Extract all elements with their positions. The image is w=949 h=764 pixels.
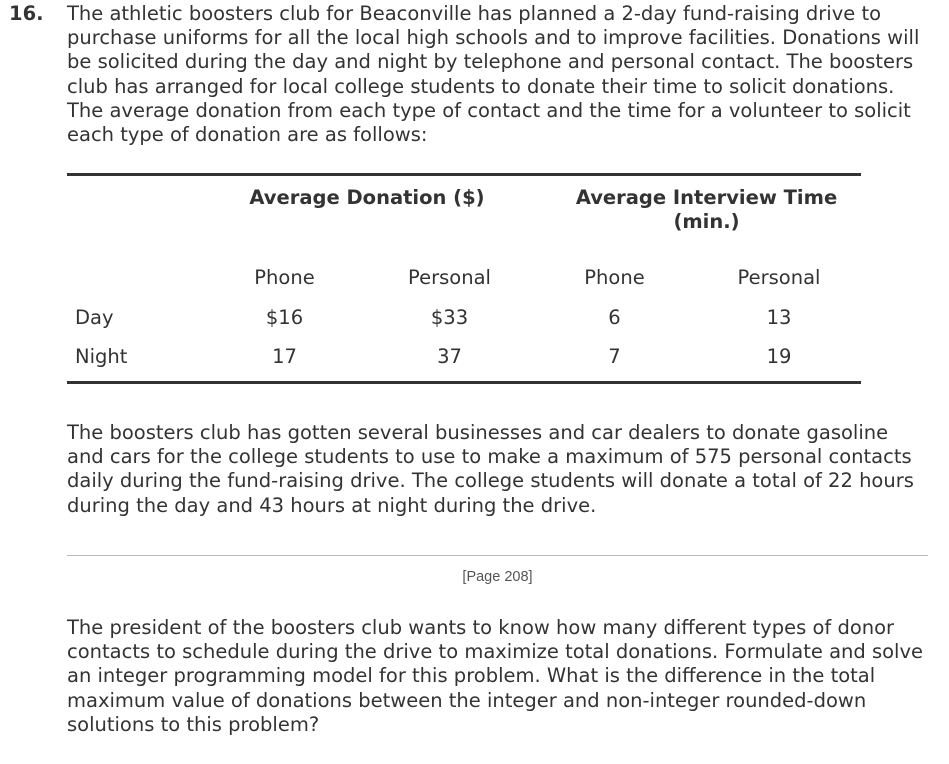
question-text: The president of the boosters club wants to know how many different types of donor contacts to schedule during the drive to maximize total donations. Formulate and solve an integer programming model for this problem. What is the difference in the total maximum value of donations between the integer and non-integer rounded-down solutions to this problem? [67,616,924,736]
problem-intro-text: The athletic boosters club for Beaconville has planned a 2-day fund-raising drive to purchase uniforms for all the local high schools and to improve facilities. Donations will be solicited during the day and night by telephone and personal contact. The boosters club has arranged for local college students to donate their time to solicit donations. The average donation from each type of contact and the time for a volunteer to solicit each type of donation are as follows: [67,2,920,147]
header-average-donation: Average Donation ($) [249,186,485,209]
table-cell: 13 [766,306,792,329]
table-cell: 19 [766,345,792,368]
subheader-time-personal: Personal [737,265,821,289]
table-row [67,298,861,337]
table-cell: $16 [265,306,304,329]
table-cell: 37 [437,345,462,368]
table-cell: $33 [430,306,469,329]
table-cell: 6 [608,306,621,329]
subheader-time-phone: Phone [584,265,645,289]
row-label-day: Day [75,306,114,329]
table-cell: 7 [608,345,621,368]
table-bottom-rule [67,381,861,384]
row-label-night: Night [75,345,128,368]
problem-number: 16. [9,2,44,25]
page-marker: [Page 208] [462,569,533,585]
header-average-interview-time: Average Interview Time (min.) [575,186,838,233]
constraints-text: The boosters club has gotten several businesses and car dealers to donate gasoline and cars for the college students to use to make a maximum of 575 personal contacts daily during the fund-raising drive. The college students will donate a total of 22 hours during the day and 43 hours at night during the drive. [67,421,914,517]
table-cell: 17 [272,345,297,368]
table-row [67,337,861,376]
donation-table [67,173,861,384]
subheader-donation-phone: Phone [254,265,315,289]
page-divider [67,555,928,556]
subheader-donation-personal: Personal [408,265,491,289]
